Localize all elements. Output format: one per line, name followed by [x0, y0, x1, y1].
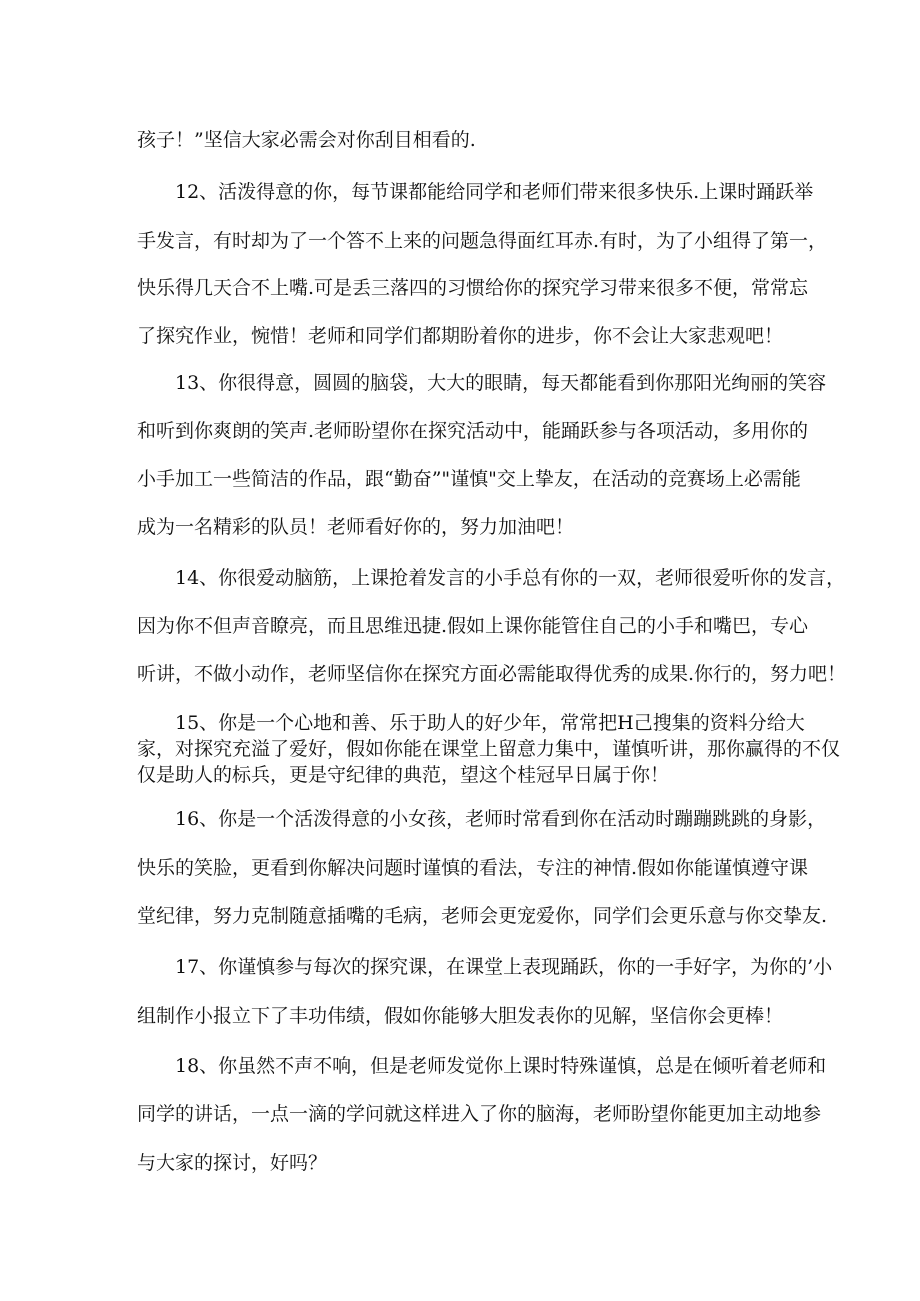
text-line: 因为你不但声音瞭亮，而且思维迅捷.假如上课你能管住自己的小手和嘴巴，专心 [137, 615, 809, 637]
text-line: 家，对探究充溢了爱好，假如你能在课堂上留意力集中，谨慎听讲，那你赢得的不仅 [137, 738, 841, 760]
text-line: 快乐的笑脸，更看到你解决问题时谨慎的看法，专注的神情.假如你能谨慎遵守课 [137, 857, 809, 879]
text-line: 组制作小报立下了丰功伟绩，假如你能够大胆发表你的见解，坚信你会更棒！ [137, 1005, 784, 1027]
text-line: 堂纪律，努力克制随意插嘴的毛病，老师会更宠爱你，同学们会更乐意与你交挚友. [137, 905, 828, 927]
text-line: 12、活泼得意的你，每节课都能给同学和老师们带来很多快乐.上课时踊跃举 [175, 181, 814, 203]
text-line: 14、你很爱动脑筋，上课抢着发言的小手总有你的一双，老师很爱听你的发言， [175, 567, 846, 589]
text-line: 13、你很得意，圆圆的脑袋，大大的眼睛，每天都能看到你那阳光绚丽的笑容 [175, 372, 827, 394]
text-line: 和听到你爽朗的笑声.老师盼望你在探究活动中，能踊跃参与各项活动，多用你的 [137, 420, 809, 442]
text-line: 了探究作业，惋惜！老师和同学们都期盼着你的进步，你不会让大家悲观吧！ [137, 325, 784, 347]
text-line: 18、你虽然不声不响，但是老师发觉你上课时特殊谨慎，总是在倾听着老师和 [175, 1055, 827, 1077]
text-line: 仅是助人的标兵，更是守纪律的典范，望这个桂冠早日属于你！ [137, 764, 670, 786]
text-line: 17、你谨慎参与每次的探究课，在课堂上表现踊跃，你的一手好字，为你的’小 [175, 956, 833, 978]
text-line: 16、你是一个活泼得意的小女孩，老师时常看到你在活动时蹦蹦跳跳的身影， [175, 808, 827, 830]
text-line: 小手加工一些简洁的作品，跟“勤奋”"谨慎"交上挚友，在活动的竞赛场上必需能 [137, 468, 801, 490]
text-line: 孩子！”坚信大家必需会对你刮目相看的. [137, 129, 476, 151]
text-line: 与大家的探讨，好吗？ [137, 1152, 328, 1174]
text-line: 听讲，不做小动作，老师坚信你在探究方面必需能取得优秀的成果.你行的，努力吧！ [137, 663, 847, 685]
text-line: 手发言，有时却为了一个答不上来的问题急得面红耳赤.有时，为了小组得了第一， [137, 230, 828, 252]
text-line: 15、你是一个心地和善、乐于助人的好少年，常常把H己搜集的资料分给大 [175, 712, 805, 734]
text-line: 快乐得几天合不上嘴.可是丢三落四的习惯给你的探究学习带来很多不便，常常忘 [137, 277, 809, 299]
text-line: 成为一名精彩的队员！老师看好你的，努力加油吧！ [137, 516, 575, 538]
text-line: 同学的讲话，一点一滴的学问就这样进入了你的脑海，老师盼望你能更加主动地参 [137, 1103, 822, 1125]
